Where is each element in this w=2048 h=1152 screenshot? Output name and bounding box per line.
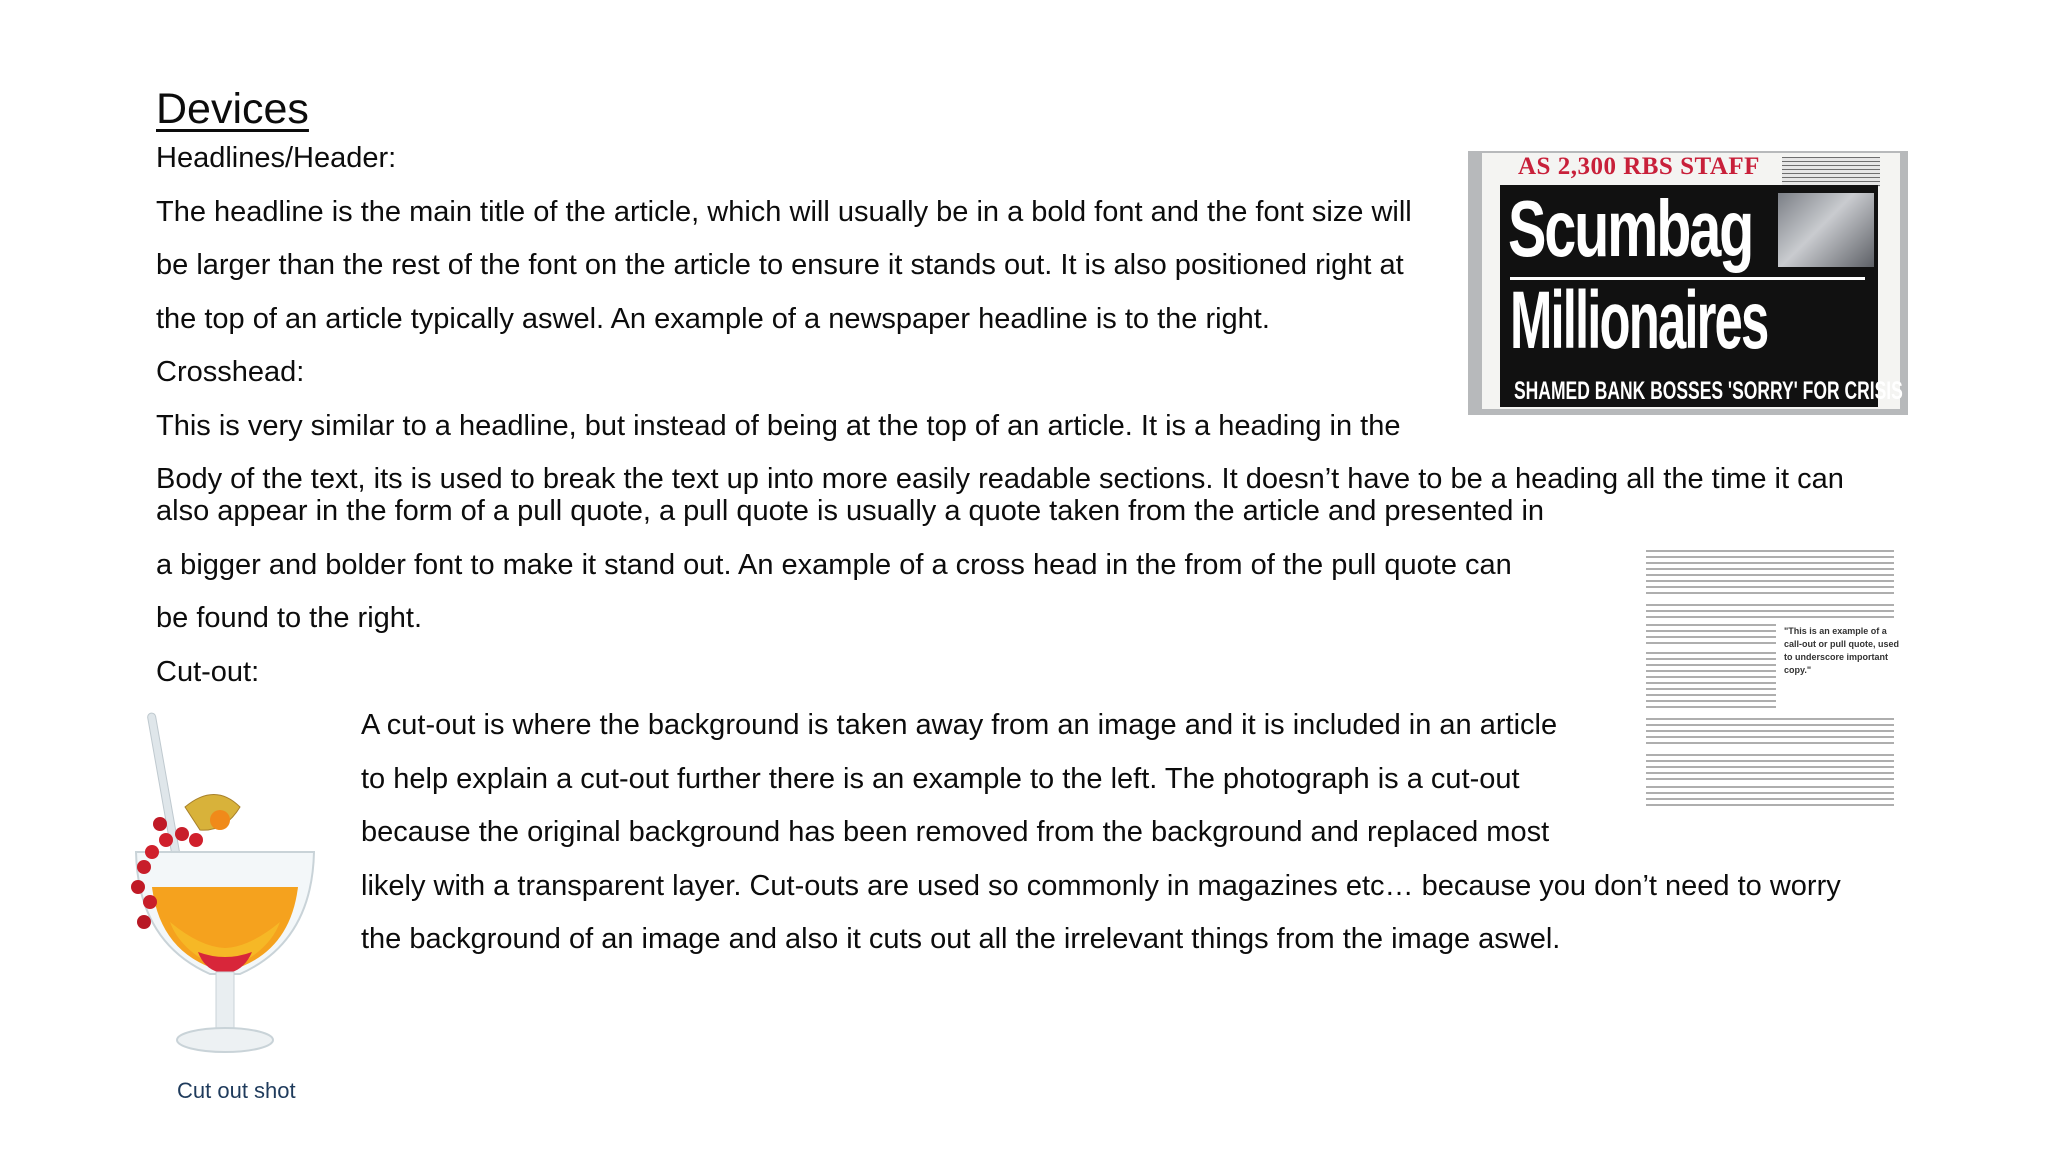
document-paragraph <box>1646 550 1894 596</box>
newspaper-headline-panel <box>1500 184 1903 407</box>
document-paragraph <box>1646 754 1894 780</box>
crosshead-heading: Crosshead: <box>156 356 305 388</box>
cutout-caption: Cut out shot <box>177 1078 296 1103</box>
body-line: The headline is the main title of the article, which will usually be in a bold font and the font size will <box>156 196 1412 228</box>
body-line: to help explain a cut-out further there is an example to the left. The photograph is a cut-out <box>361 763 1520 795</box>
newspaper-headline-line-1: Scumbag <box>1508 184 1753 273</box>
newspaper-strapline: AS 2,300 RBS STAFF <box>1518 153 1760 180</box>
body-line: a bigger and bolder font to make it stand out. An example of a cross head in the from of the pull quote can <box>156 549 1512 581</box>
document-paragraph <box>1646 604 1894 622</box>
newspaper-page <box>1482 153 1903 409</box>
document-paragraph <box>1646 652 1776 712</box>
body-line: because the original background has been removed from the background and replaced most <box>361 816 1550 848</box>
newspaper-column-text <box>1782 157 1880 187</box>
cutout-heading: Cut-out: <box>156 656 260 688</box>
body-line: Body of the text, its is used to break the text up into more easily readable sections. It doesn’t have to be a heading all the time it can <box>156 463 1844 495</box>
body-line: the background of an image and also it cuts out all the irrelevant things from the image aswel. <box>361 923 1561 955</box>
body-line: also appear in the form of a pull quote, a pull quote is usually a quote taken from the article and presented in <box>156 495 1545 527</box>
body-line: be found to the right. <box>156 602 423 634</box>
pull-quote-document-image <box>1642 548 1900 812</box>
slide-title: Devices <box>156 85 309 133</box>
document-paragraph <box>1646 718 1894 748</box>
body-line: likely with a transparent layer. Cut-outs are used so commonly in magazines etc… because you don’t need to worry <box>361 870 1841 902</box>
newspaper-photo <box>1778 193 1874 267</box>
newspaper-subheadline: SHAMED BANK BOSSES 'SORRY' FOR CRISIS <box>1514 377 1903 405</box>
body-line: A cut-out is where the background is taken away from an image and it is included in an article <box>361 709 1558 741</box>
newspaper-headline-image <box>1468 151 1908 415</box>
body-line: be larger than the rest of the font on the article to ensure it stands out. It is also positioned right at <box>156 249 1404 281</box>
newspaper-headline-line-2: Millionaires <box>1510 275 1768 366</box>
body-line: the top of an article typically aswel. An example of a newspaper headline is to the right. <box>156 303 1270 335</box>
body-line: This is very similar to a headline, but instead of being at the top of an article. It is a heading in the <box>156 410 1401 442</box>
cocktail-cutout-image <box>130 712 320 1072</box>
headlines-heading: Headlines/Header: <box>156 142 397 174</box>
document-paragraph <box>1646 624 1776 646</box>
document-paragraph <box>1646 786 1894 808</box>
pull-quote-text: "This is an example of a call-out or pull quote, used to underscore important copy." <box>1784 626 1900 675</box>
